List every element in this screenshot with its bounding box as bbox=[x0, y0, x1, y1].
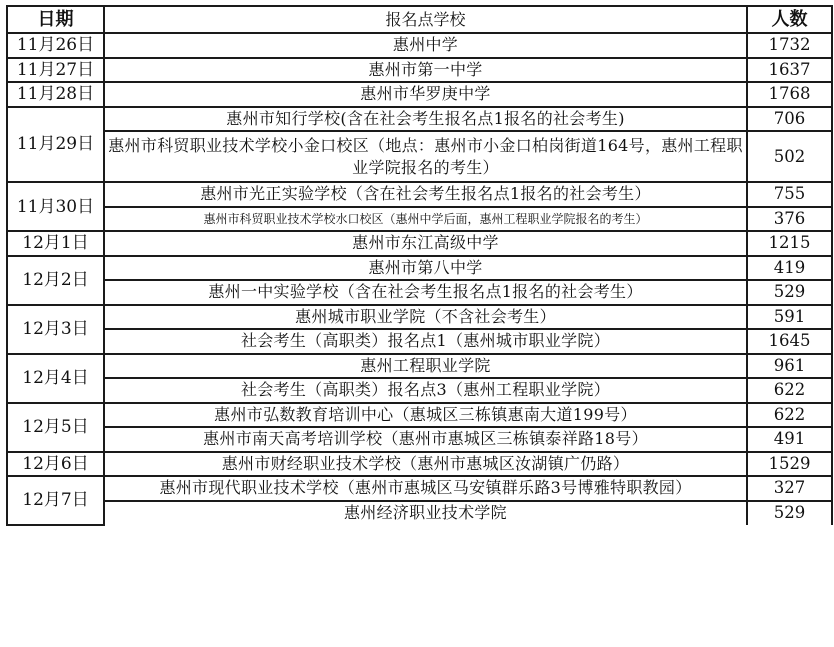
school-cell: 惠州市弘数教育培训中心（惠城区三栋镇惠南大道199号） bbox=[104, 403, 747, 428]
count-cell: 622 bbox=[747, 378, 832, 403]
count-cell: 1768 bbox=[747, 82, 832, 107]
table-row bbox=[7, 82, 832, 107]
school-cell: 惠州市现代职业技术学校（惠州市惠城区马安镇群乐路3号博雅特职教园） bbox=[104, 476, 747, 501]
count-cell: 376 bbox=[747, 207, 832, 232]
header-school: 报名点学校 bbox=[104, 6, 747, 33]
header-count: 人数 bbox=[747, 6, 832, 33]
count-cell: 1529 bbox=[747, 452, 832, 477]
school-cell: 惠州市知行学校(含在社会考生报名点1报名的社会考生) bbox=[104, 107, 747, 132]
table-row bbox=[7, 378, 832, 403]
table-row bbox=[7, 58, 832, 83]
school-cell: 惠州市科贸职业技术学校水口校区（惠州中学后面，惠州工程职业学院报名的考生） bbox=[104, 207, 747, 232]
table-row bbox=[7, 427, 832, 452]
table-row bbox=[7, 329, 832, 354]
date-cell: 12月3日 bbox=[7, 305, 104, 354]
table-row bbox=[7, 256, 832, 281]
count-cell: 1732 bbox=[747, 33, 832, 58]
count-cell: 961 bbox=[747, 354, 832, 379]
date-cell: 11月27日 bbox=[7, 58, 104, 83]
table-row bbox=[7, 476, 832, 501]
count-cell: 529 bbox=[747, 280, 832, 305]
school-cell: 惠州市第一中学 bbox=[104, 58, 747, 83]
school-cell: 惠州市科贸职业技术学校小金口校区（地点：惠州市小金口柏岗街道164号，惠州工程职业学院报名的考生） bbox=[104, 131, 747, 182]
count-cell: 491 bbox=[747, 427, 832, 452]
count-cell: 1645 bbox=[747, 329, 832, 354]
header-row bbox=[7, 6, 832, 33]
date-cell: 12月1日 bbox=[7, 231, 104, 256]
table-row bbox=[7, 182, 832, 207]
date-cell: 12月7日 bbox=[7, 476, 104, 525]
count-cell: 502 bbox=[747, 131, 832, 182]
count-cell: 1637 bbox=[747, 58, 832, 83]
count-cell: 529 bbox=[747, 501, 832, 525]
school-cell: 惠州市第八中学 bbox=[104, 256, 747, 281]
school-cell: 惠州中学 bbox=[104, 33, 747, 58]
school-cell: 惠州市华罗庚中学 bbox=[104, 82, 747, 107]
count-cell: 622 bbox=[747, 403, 832, 428]
date-cell: 12月5日 bbox=[7, 403, 104, 452]
table-row bbox=[7, 501, 832, 525]
table-row bbox=[7, 280, 832, 305]
table-row bbox=[7, 305, 832, 330]
count-cell: 419 bbox=[747, 256, 832, 281]
table-row bbox=[7, 107, 832, 132]
header-date: 日期 bbox=[7, 6, 104, 33]
table-row bbox=[7, 452, 832, 477]
school-cell: 惠州市南天高考培训学校（惠州市惠城区三栋镇泰祥路18号） bbox=[104, 427, 747, 452]
table-row bbox=[7, 231, 832, 256]
table-row bbox=[7, 33, 832, 58]
count-cell: 755 bbox=[747, 182, 832, 207]
school-cell: 社会考生（高职类）报名点1（惠州城市职业学院） bbox=[104, 329, 747, 354]
table-row bbox=[7, 354, 832, 379]
enrollment-table bbox=[6, 5, 833, 526]
count-cell: 1215 bbox=[747, 231, 832, 256]
table-row bbox=[7, 403, 832, 428]
date-cell: 11月26日 bbox=[7, 33, 104, 58]
date-cell: 11月30日 bbox=[7, 182, 104, 231]
school-cell: 惠州市财经职业技术学校（惠州市惠城区汝湖镇广仍路） bbox=[104, 452, 747, 477]
date-cell: 12月4日 bbox=[7, 354, 104, 403]
school-cell: 惠州工程职业学院 bbox=[104, 354, 747, 379]
count-cell: 706 bbox=[747, 107, 832, 132]
school-cell: 惠州城市职业学院（不含社会考生） bbox=[104, 305, 747, 330]
school-cell: 惠州市光正实验学校（含在社会考生报名点1报名的社会考生） bbox=[104, 182, 747, 207]
table-row bbox=[7, 207, 832, 232]
date-cell: 11月29日 bbox=[7, 107, 104, 183]
school-cell: 惠州一中实验学校（含在社会考生报名点1报名的社会考生） bbox=[104, 280, 747, 305]
date-cell: 11月28日 bbox=[7, 82, 104, 107]
table-row bbox=[7, 131, 832, 182]
count-cell: 327 bbox=[747, 476, 832, 501]
school-cell: 惠州市东江高级中学 bbox=[104, 231, 747, 256]
date-cell: 12月2日 bbox=[7, 256, 104, 305]
school-cell: 社会考生（高职类）报名点3（惠州工程职业学院） bbox=[104, 378, 747, 403]
school-cell: 惠州经济职业技术学院 bbox=[104, 501, 747, 525]
count-cell: 591 bbox=[747, 305, 832, 330]
date-cell: 12月6日 bbox=[7, 452, 104, 477]
